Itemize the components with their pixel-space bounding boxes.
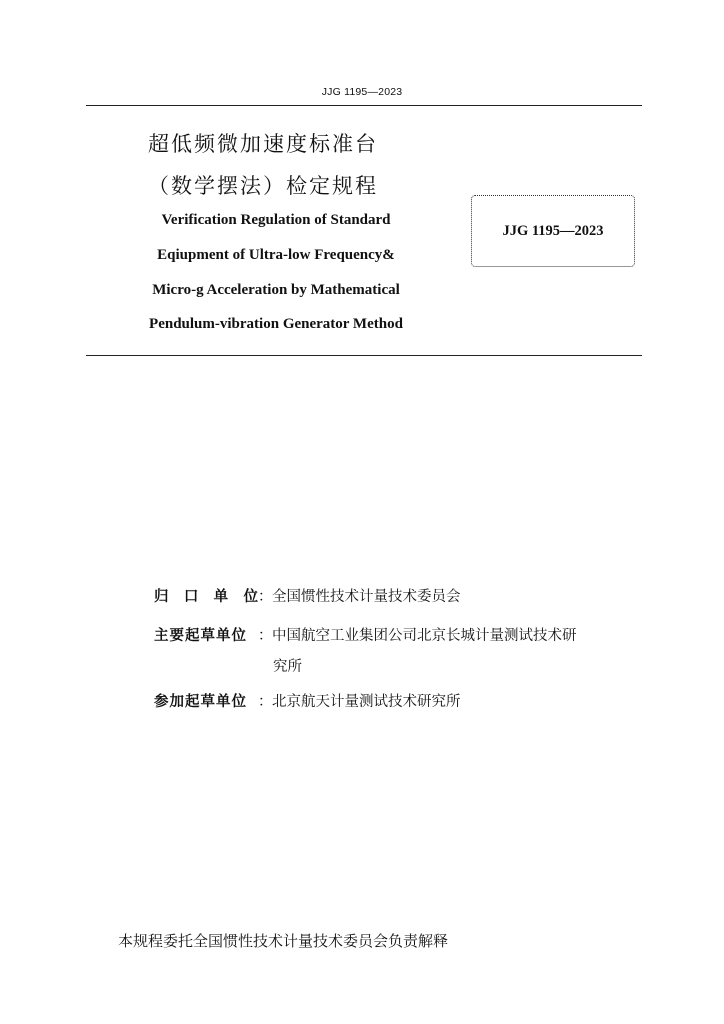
main-drafter-colon: ：	[258, 628, 273, 644]
main-drafter-label: 主要起草单位	[154, 628, 247, 644]
title-english-line-4: Pendulum-vibration Generator Method	[149, 316, 403, 332]
responsible-label	[154, 585, 258, 606]
participating-label: 参加起草单位	[154, 694, 247, 710]
interpretation-note: 本规程委托全国惯性技术计量技术委员会负责解释	[118, 932, 449, 950]
org-row-responsible	[154, 585, 461, 606]
header-standard-code: JJG 1195—2023	[321, 86, 403, 98]
responsible-label-char: 口	[183, 589, 199, 605]
participating-value: 北京航天计量测试技术研究所	[272, 694, 461, 710]
responsible-colon: ：	[258, 589, 273, 605]
responsible-label-char: 单	[213, 589, 229, 605]
org-row-participating	[154, 690, 461, 711]
title-english-line-3: Micro-g Acceleration by Mathematical	[152, 282, 400, 298]
main-drafter-value: 中国航空工业集团公司北京长城计量测试技术研	[272, 628, 577, 644]
title-english-line-2: Eqiupment of Ultra-low Frequency&	[157, 247, 395, 263]
title-english-line-1: Verification Regulation of Standard	[161, 212, 391, 228]
title-chinese-line-2: （数学摆法）检定规程	[148, 174, 378, 198]
participating-colon: ：	[258, 694, 273, 710]
responsible-label-char: 位	[243, 589, 258, 605]
header-rule	[86, 105, 642, 106]
title-chinese-line-1: 超低频微加速度标准台	[148, 132, 378, 156]
responsible-value: 全国惯性技术计量技术委员会	[272, 589, 461, 605]
org-row-main-drafter	[154, 624, 577, 645]
standard-code-box: JJG 1195—2023	[471, 195, 635, 267]
responsible-label-char: 归	[154, 589, 169, 605]
title-block-rule	[86, 355, 642, 356]
main-drafter-value-continuation: 究所	[273, 659, 302, 675]
